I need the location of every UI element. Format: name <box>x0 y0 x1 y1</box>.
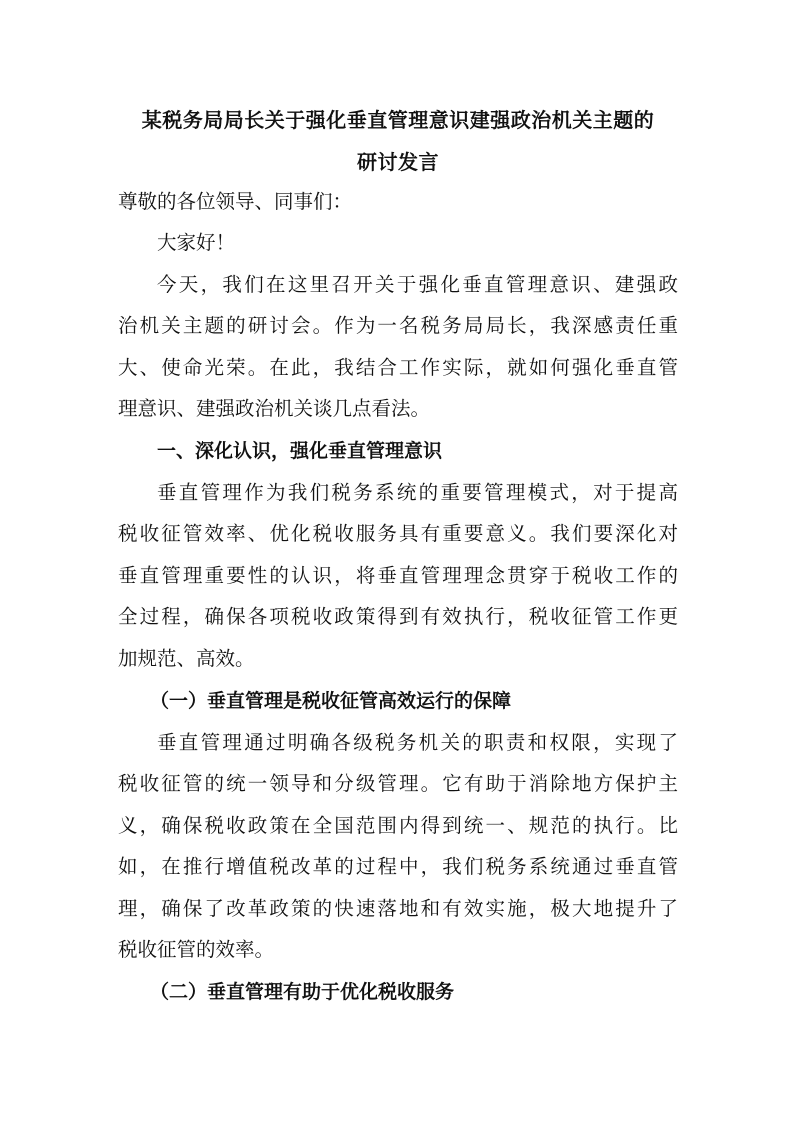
subsection-1-heading: （一）垂直管理是税收征管高效运行的保障 <box>150 690 512 712</box>
intro-line-3: 大、使命光荣。在此，我结合工作实际，就如何强化垂直管 <box>118 356 678 379</box>
subsection-1-line-2: 税收征管的统一领导和分级管理。它有助于消除地方保护主 <box>118 772 678 795</box>
subsection-1-line-3: 义，确保税收政策在全国范围内得到统一、规范的执行。比 <box>118 814 678 837</box>
greeting: 大家好！ <box>157 231 236 254</box>
subsection-1-line-1: 垂直管理通过明确各级税务机关的职责和权限，实现了 <box>157 731 678 754</box>
section-1-line-2: 税收征管效率、优化税收服务具有重要意义。我们要深化对 <box>118 522 678 545</box>
salutation: 尊敬的各位领导、同事们： <box>118 190 353 213</box>
subsection-1-line-6: 税收征管的效率。 <box>118 938 275 961</box>
subsection-1-line-5: 理，确保了改革政策的快速落地和有效实施，极大地提升了 <box>118 897 678 920</box>
intro-line-1: 今天，我们在这里召开关于强化垂直管理意识、建强政 <box>157 273 678 296</box>
section-1-heading: 一、深化认识，强化垂直管理意识 <box>157 440 443 462</box>
document-title-line-2: 研讨发言 <box>357 150 439 174</box>
section-1-line-3: 垂直管理重要性的认识，将垂直管理理念贯穿于税收工作的 <box>118 564 678 587</box>
section-1-line-1: 垂直管理作为我们税务系统的重要管理模式，对于提高 <box>157 481 678 504</box>
subsection-2-heading: （二）垂直管理有助于优化税收服务 <box>150 981 455 1003</box>
intro-line-4: 理意识、建强政治机关谈几点看法。 <box>118 397 431 420</box>
section-1-line-5: 加规范、高效。 <box>118 647 255 670</box>
section-1-line-4: 全过程，确保各项税收政策得到有效执行，税收征管工作更 <box>118 605 678 628</box>
subsection-1-line-4: 如，在推行增值税改革的过程中，我们税务系统通过垂直管 <box>118 855 678 878</box>
document-title-line-1: 某税务局局长关于强化垂直管理意识建强政治机关主题的 <box>141 108 655 132</box>
intro-line-2: 治机关主题的研讨会。作为一名税务局局长，我深感责任重 <box>118 314 678 337</box>
